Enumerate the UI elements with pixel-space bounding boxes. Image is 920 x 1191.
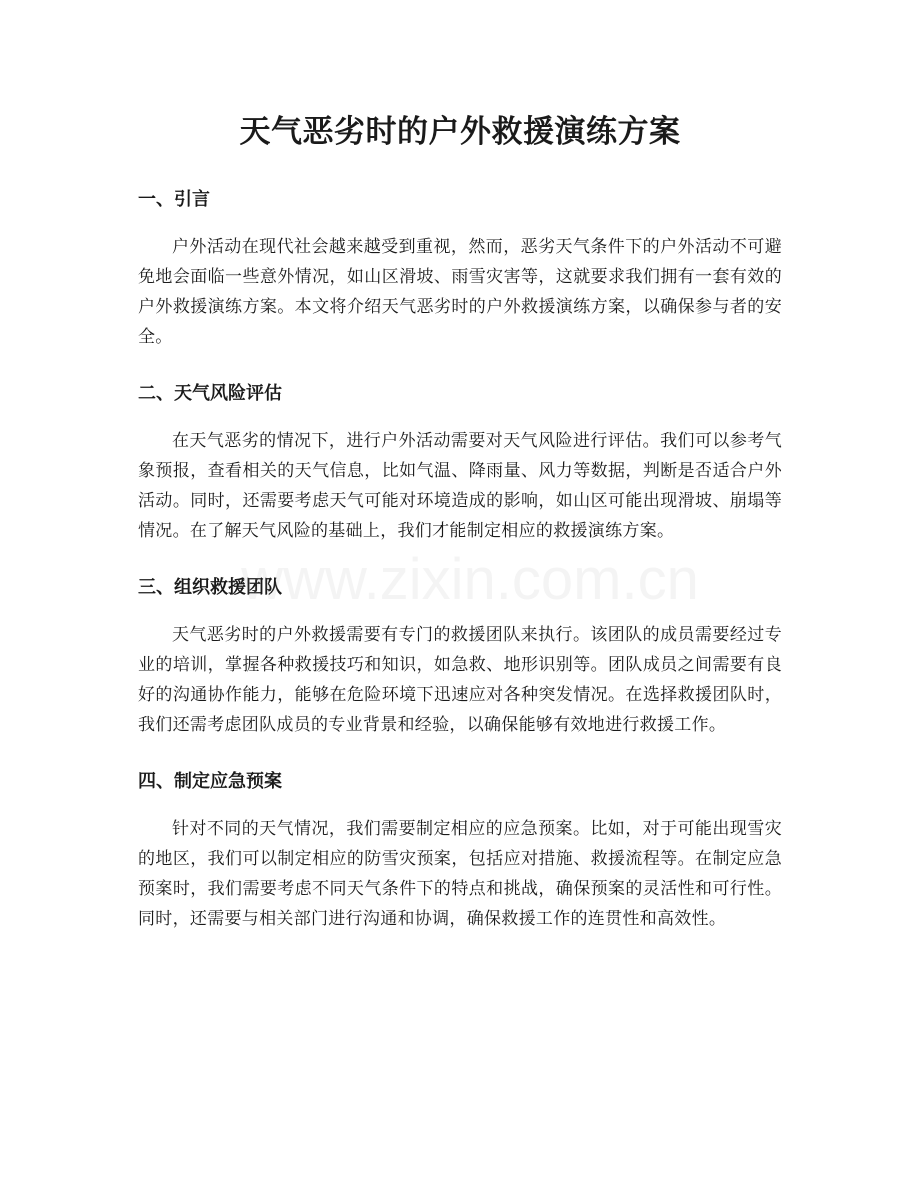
section-paragraph-rescue-team: 天气恶劣时的户外救援需要有专门的救援团队来执行。该团队的成员需要经过专业的培训，掌握各种救援技巧和知识，如急救、地形识别等。团队成员之间需要有良好的沟通协作能力，能够在危险环境下迅速应对各种突发情况。在选择救援团队时，我们还需考虑团队成员的专业背景和经验，以确保能够有效地进行救援工作。 [138,625,782,735]
section-heading-introduction: 一、引言 [138,189,210,210]
section-heading-rescue-team: 三、组织救援团队 [138,577,282,598]
section-heading-emergency-plan: 四、制定应急预案 [138,771,282,792]
section-paragraph-weather-risk: 在天气恶劣的情况下，进行户外活动需要对天气风险进行评估。我们可以参考气象预报，查看相关的天气信息，比如气温、降雨量、风力等数据，判断是否适合户外活动。同时，还需要考虑天气可能对环境造成的影响，如山区可能出现滑坡、崩塌等情况。在了解天气风险的基础上，我们才能制定相应的救援演练方案。 [138,431,782,541]
watermark: www.zixin.com.cn [241,547,699,612]
section-paragraph-emergency-plan: 针对不同的天气情况，我们需要制定相应的应急预案。比如，对于可能出现雪灾的地区，我们可以制定相应的防雪灾预案，包括应对措施、救援流程等。在制定应急预案时，我们需要考虑不同天气条件下的特点和挑战，确保预案的灵活性和可行性。同时，还需要与相关部门进行沟通和协调，确保救援工作的连贯性和高效性。 [138,819,782,929]
section-heading-weather-risk: 二、天气风险评估 [138,383,282,404]
section-paragraph-introduction: 户外活动在现代社会越来越受到重视，然而，恶劣天气条件下的户外活动不可避免地会面临一些意外情况，如山区滑坡、雨雪灾害等，这就要求我们拥有一套有效的户外救援演练方案。本文将介绍天气恶劣时的户外救援演练方案，以确保参与者的安全。 [138,237,782,347]
document-title: 天气恶劣时的户外救援演练方案 [239,114,681,150]
